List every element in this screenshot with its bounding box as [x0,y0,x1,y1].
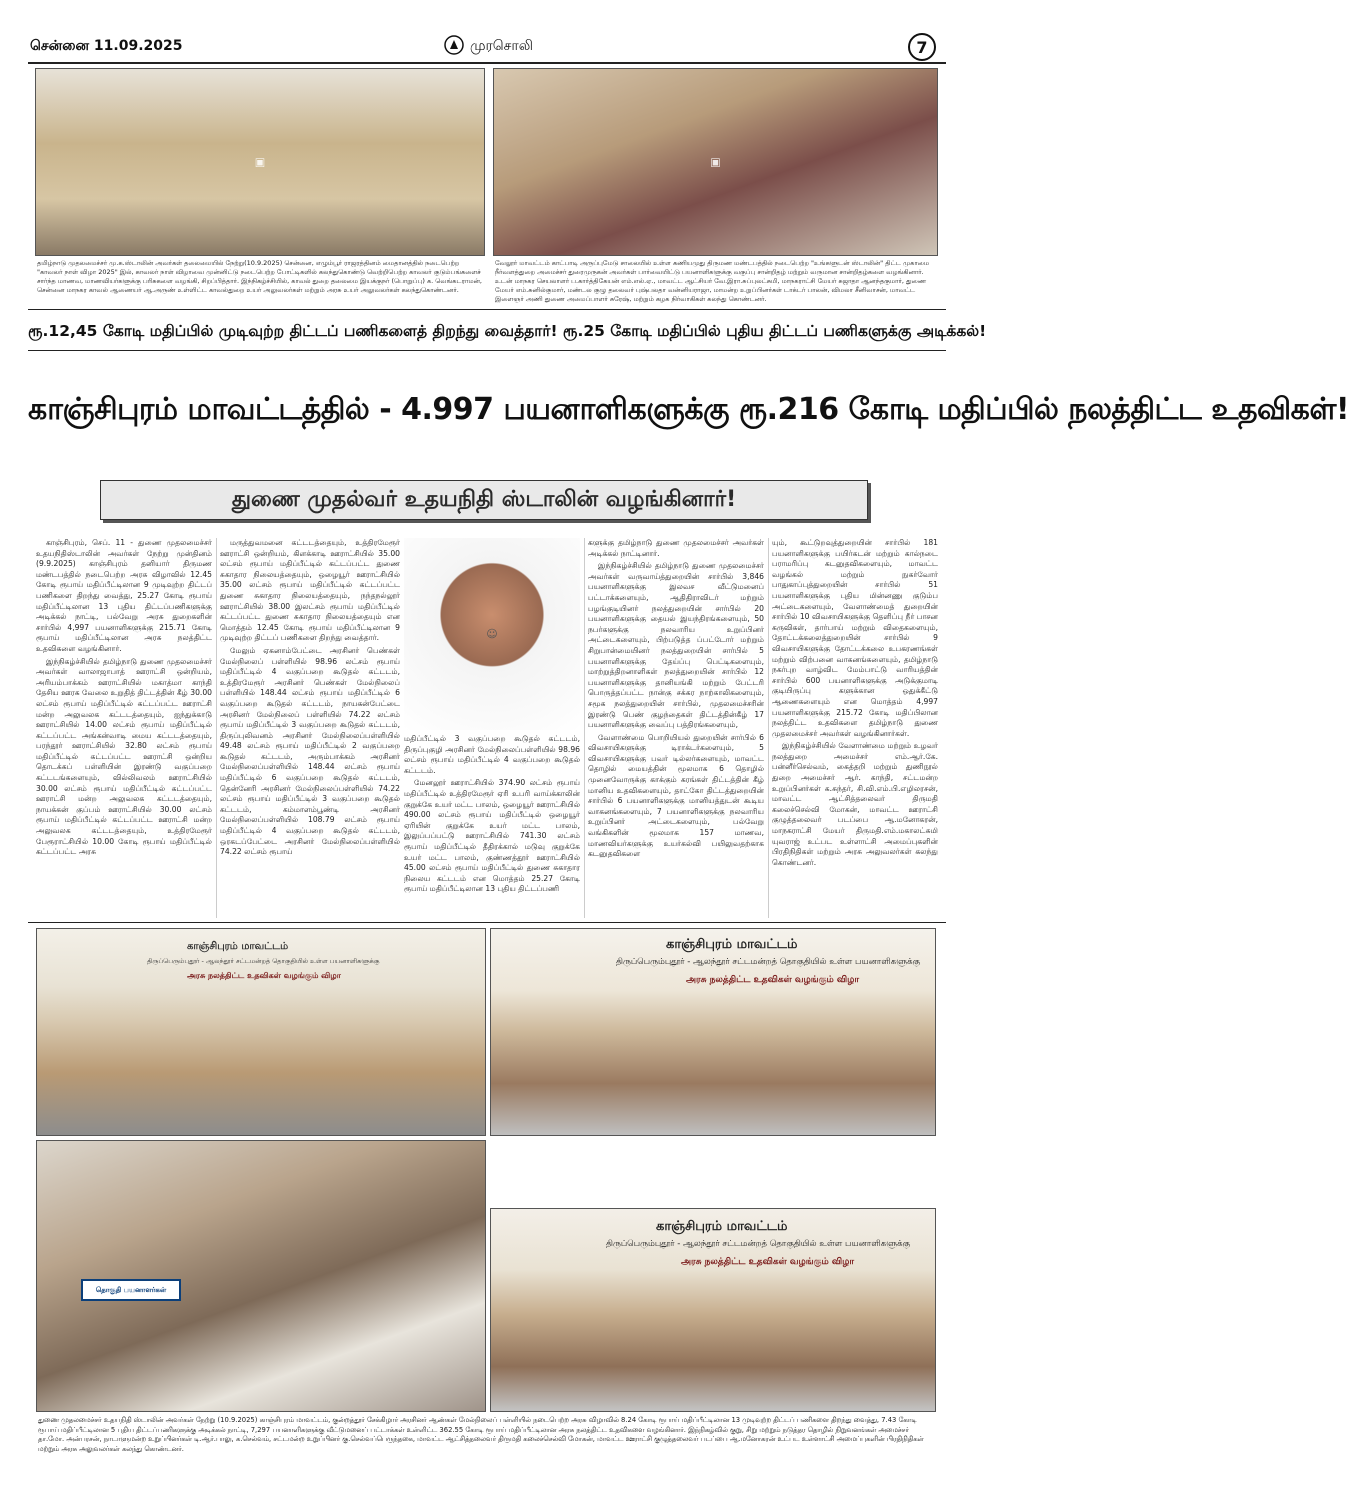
portrait-photo [404,538,580,730]
article-paragraph: மேலும் ஏகனாம்பேட்டை அரசினர் பெண்கள் மேல்நிலைப் பள்ளியில் 98.96 லட்சம் ரூபாய் மதிப்பீட்டில் 4 வகுப்பறை கூடுதல் கட்டடம், உத்திரமேரூர் அரசினர் பெண்கள் மேல்நிலைப் பள்ளியில் 148.44 லட்சம் ரூபாய் மதிப்பீட்டில் 6 வகுப்பறை கூடுதல் கட்டடம், நாயகன்பேட்டை அரசினர் மேல்நிலைப் பள்ளியில் 74.22 லட்சம் ரூபாய் மதிப்பீட்டில் 3 வகுப்பறை கூடுதல் கட்டடம், திருப்புலிவனம் அரசினர் மேல்நிலைப்பள்ளியில் 49.48 லட்சம் ரூபாய் மதிப்பீட்டில் 2 வகுப்பறை கூடுதல் கட்டடம், அரும்பாக்கம் அரசினர் மேல்நிலைப்பள்ளியில் 148.44 லட்சம் ரூபாய் மதிப்பீட்டில் 6 வகுப்பறை கூடுதல் கட்டடம், தென்னேரி அரசினர் மேல்நிலைப்பள்ளியில் 74.22 லட்சம் ரூபாய் மதிப்பீட்டில் 3 வகுப்பறை கூடுதல் கட்டடம், கம்மாளம்பூண்டி அரசினர் மேல்நிலைப்பள்ளியில் 108.79 லட்சம் ரூபாய் மதிப்பீட்டில் 4 வகுப்பறை கூடுதல் கட்டடம், ஒரகடப்பேட்டை அரசினர் மேல்நிலைப்பள்ளியில் 74.22 லட்சம் ரூபாய் [220,645,400,857]
certificate-sign-text: தொகுதி பயனாளர்கள் [95,1286,167,1294]
article-paragraph: இந்நிகழ்ச்சியில் தமிழ்நாடு துணை முதலமைச்சர் அவர்கள் வருவாய்த்துறையின் சார்பில் 3,846 பயனாளிகளுக்கு இலவச வீட்டுமனைப் பட்டாக்களையும், ஆதிதிராவிடர் மற்றும் பழங்குடியினர் நலத்துறையின் சார்பில் 20 பயனாளிகளுக்கு தையல் இயந்திரங்களையும், 50 நபர்களுக்கு நலவாரிய உறுப்பினர் அட்டைகளையும், பிற்படுத்த ப்பட்டோர் மற்றும் சிறுபான்மையினர் நலத்துறையின் சார்பில் 5 பயனாளிகளுக்கு தேய்ப்பு பெட்டிகளையும், மாற்றுத்திறனாளிகள் நலத்துறையின் சார்பில் 12 பயனாளிகளுக்கு தானியங்கி மற்றும் பேட்டரி பொருத்தப்பட்ட நான்கு சக்கர நாற்காலிகளையும், சமூக நலத்துறையின் சார்பில், முதலமைச்சரின் இரண்டு பெண் குழந்தைகள் திட்டத்தின்கீழ் 17 பயனாளிகளுக்கு வைப்பு பத்திரங்களையும், [588,561,764,730]
article-column-3 [404,734,580,918]
event-photo-2 [490,928,936,1136]
subheadline: ரூ.12,45 கோடி மதிப்பில் முடிவுற்ற திட்டப் பணிகளைத் திறந்து வைத்தார்! ரூ.25 கோடி மதிப்பில் புதிய திட்டப் பணிகளுக்கு அடிக்கல்! [28,322,987,340]
top-right-caption: வேலூர் மாவட்டம் காட்பாடி அருப்புமேடு சாலையில் உள்ள கணியமுது திருமண மண்டபத்தில் நடைபெற்ற "உங்களுடன் ஸ்டாலின்" திட்ட முகாமை நீர்வளத்துறை அமைச்சர் துரைமுருகன் அவர்கள் பார்வையிட்டு பயனாளிகளுக்கு வகுப்பு சான்றிதழ் மற்றும் வருமான சான்றிதழ்களை வழங்கினார். உடன் மாநகர செயலாளர் ப.கார்த்திகேயன் எம்.எல்.ஏ., மாவட்ட ஆட்சியர் வே.இரா.சுப்புலட்சுமி, மாநகராட்சி மேயர் சுஜாதா ஆனந்தகுமார், துணை மேயர் எம்.சுனில்குமார், மண்டல குழு தலைவர் புஷ்பலதா வன்னியராஜா, மாமன்ற உறுப்பினர்கள் டாக்டர் பாலன், விமலா சீனிவாசன், மாவட்ட இளைஞர் அணி துணை அமைப்பாளர் சுரேஷ், மற்றும் கழக நிர்வாகிகள் கலந்து கொண்டனர். [495,259,930,303]
paper-name: முரசொலி [470,38,533,54]
subhead-rule-bottom [28,350,946,351]
column-divider [216,538,217,918]
article-column-4 [588,538,764,918]
event-photo-4 [490,1208,936,1412]
stage-title: காஞ்சிபுரம் மாவட்டம் [666,937,798,952]
photo-placeholder-icon: ▣ [254,155,266,169]
stage-subtitle: திருப்பெரும்புதூர் - ஆலந்தூர் சட்டமன்றத் தொகுதியில் உள்ள பயனாளிகளுக்கு [606,1239,911,1249]
event-photo-3 [36,1140,486,1412]
header-rule [28,62,946,64]
torch-logo-icon [444,35,464,55]
top-left-photo [35,68,485,256]
article-paragraph: இந்நிகழ்ச்சியில் வேளாண்மை மற்றும் உழவர் நலத்துறை அமைச்சர் எம்.ஆர்.கே. பன்னீர்செல்வம், கைத்தறி மற்றும் துணிநூல் துறை அமைச்சர் ஆர். காந்தி, சட்டமன்ற உறுப்பினர்கள் க.சுந்தர், சி.வி.எம்.பி.எழிலரசன், மாவட்ட ஆட்சித்தலைவர் திருமதி கலைச்செல்வி மோகன், மாவட்ட ஊராட்சி குழுத்தலைவர் படப்பை ஆ.மனோகரன், மாநகராட்சி மேயர் திருமதி.எம்.மகாலட்சுமி யுவராஜ் உட்பட உள்ளாட்சி அமைப்புகளின் பிரதிநிதிகள் மற்றும் அரசு அலுவலர்கள் கலந்து கொண்டனர். [772,741,938,867]
top-right-photo [493,68,938,256]
article-paragraph: காஞ்சிபுரம், செப். 11 - துணை முதலமைச்சர் உதயநிதிஸ்டாலின் அவர்கள் நேற்று முன்தினம் (9.9.2025) காஞ்சிபுரம் தனியார் திருமண மண்டபத்தில் நடைபெற்ற அரசு விழாவில் 12.45 கோடி ரூபாய் மதிப்பீட்டிலான 9 முடிவுற்ற திட்டப் பணிகளை திறந்து வைத்து, 25.27 கோடி ரூபாய் மதிப்பீட்டிலான 13 புதிய திட்டப்பணிகளுக்கு அடிக்கல் நாட்டி, பல்வேறு அரசு துறைகளின் சார்பில் 4,997 பயனாளிகளுக்கு 215.71 கோடி ரூபாய் மதிப்பீட்டிலான அரசு நலத்திட்ட உதவிகளை வழங்கினார். [36,538,212,653]
article-column-1 [36,538,212,918]
stage-banner: அரசு நலத்திட்ட உதவிகள் வழங்கும் விழா [187,971,341,980]
stage-subtitle: திருப்பெரும்புதூர் - ஆலந்தூர் சட்டமன்றத் தொகுதியில் உள்ள பயனாளிகளுக்கு [616,957,921,967]
photos-rule [28,922,946,923]
bottom-caption: துணை முதலமைச்சர் உதயநிதி ஸ்டாலின் அவர்கள் நேற்று (10.9.2025) காஞ்சிபுரம் மாவட்டம், குன்றத்தூர் சேக்கிழார் அரசினர் ஆண்கள் மேல்நிலைப் பள்ளியில் நடைபெற்ற அரசு விழாவில் 8.24 கோடி ரூபாய் மதிப்பீட்டிலான 13 முடிவுற்ற திட்டப் பணிகளை திறந்து வைத்து, 7.43 கோடி ரூபாய் மதிப்பீட்டிலான 5 புதிய திட்டப்பணிகளுக்கு அடிக்கல் நாட்டி, 7,297 பயனாளிகளுக்கு வீட்டுமனைப் பட்டாக்கள் உள்ளிட்ட 362.55 கோடி ரூபாய் மதிப்பீட்டிலான அரசு நலத்திட்ட உதவிகளை வழங்கினார். இந்நிகழ்வில் குறு, சிறு மற்றும் நடுத்தர தொழில் நிறுவனங்கள் அமைச்சர் தா.மோ. அன்பரசன், நாடாளுமன்ற உறுப்பினர்கள் டி.ஆர்.பாலு, க.செல்வம், சட்டமன்ற உறுப்பினர் கு.செல்வப்பெருந்தகை, மாவட்ட ஆட்சித்தலைவர் திருமதி கலைச்செல்வி மோகன், மாவட்ட ஊராட்சி குழுத்தலைவர் படப்பை ஆ.மனோகரன் உட்பட உள்ளாட்சி அமைப்புகளின் பிரதிநிதிகள் மற்றும் அரசு அலுவலர்கள் கலந்து கொண்டனர். [38,1416,924,1453]
event-photo-1 [36,928,486,1136]
city-date: சென்னை 11.09.2025 [30,38,183,54]
certificate-sign [81,1279,181,1301]
photo-placeholder-icon: ▣ [710,155,721,169]
stage-subtitle: திருப்பெரும்புதூர் - ஆலந்தூர் சட்டமன்றத் தொகுதியில் உள்ள பயனாளிகளுக்கு [147,957,380,965]
article-paragraph: மதிப்பீட்டில் 3 வகுப்பறை கூடுதல் கட்டடம், திருப்புகுழி அரசினர் மேல்நிலைப்பள்ளியில் 98.96 லட்சம் ரூபாய் மதிப்பீட்டில் 4 வகுப்பறை கூடுதல் கட்டடம். [404,734,580,775]
stage-banner: அரசு நலத்திட்ட உதவிகள் வழங்கும் விழா [681,1257,855,1267]
article-paragraph: களுக்கு தமிழ்நாடு துணை முதலமைச்சர் அவர்கள் அடிக்கல் நாட்டினார். [588,538,764,558]
article-paragraph: இந்நிகழ்ச்சியில் தமிழ்நாடு துணை முதலமைச்சர் அவர்கள் வாலாஜாபாத் ஊராட்சி ஒன்றியம், அரியம்பாக்கம் ஊராட்சியில் மகாத்மா காந்தி தேசிய ஊரக வேலை உறுதித் திட்டத்தின் கீழ் 30.00 லட்சம் ரூபாய் மதிப்பீட்டில் கட்டப்பட்ட ஊராட்சி மன்ற அலுவலக கட்டடத்தையும், ஐந்துக்காடு ஊராட்சியில் 14.00 லட்சம் ரூபாய் மதிப்பீட்டில் கட்டப்பட்ட அங்கன்வாடி மைய கட்டடத்தையும், பரந்தூர் ஊராட்சியில் 32.80 லட்சம் ரூபாய் மதிப்பீட்டில் கட்டப்பட்ட ஊராட்சி ஒன்றிய தொடக்கப் பள்ளியின் இரண்டு வகுப்பறை கட்டடங்களையும், வில்லிவலம் ஊராட்சியில் 30.00 லட்சம் ரூபாய் மதிப்பீட்டில் கட்டப்பட்ட ஊராட்சி மன்ற அலுவலக கட்டடத்தையும், நாயக்கன் குப்பம் ஊராட்சியில் 30.00 லட்சம் ரூபாய் மதிப்பீட்டில் கட்டப்பட்ட ஊராட்சி மன்ற அலுவலக கட்டடத்தையும், உத்திரமேரூர் பேரூராட்சியில் 10.00 கோடி ரூபாய் மதிப்பீட்டில் கட்டப்பட்ட அரசு [36,656,212,857]
stage-title: காஞ்சிபுரம் மாவட்டம் [187,941,289,952]
subhead-rule [28,309,946,310]
portrait-placeholder-icon: ☺ [486,627,498,641]
top-left-caption: தமிழ்நாடு முதலமைச்சர் மு.க.ஸ்டாலின் அவர்கள் தலைமையில் நேற்று(10.9.2025) சென்னை, எழும்பூர் ராஜரத்தினம் மைதானத்தில் நடைபெற்ற "காவலர் நாள் விழா 2025" இல், காவலர் நாள் விழாவை முன்னிட்டு நடைபெற்ற போட்டிகளில் கலந்துகொண்டு வெற்றிபெற்ற காவலர் குடும்பங்களைச் சார்ந்த மாணவ, மாணவியர்களுக்கு பரிசுகளை வழங்கி, சிறப்பித்தார். இந்நிகழ்ச்சியில், காவல் துறை தலைமை இயக்குநர் (பொறுப்பு) க. வெங்கடராமன், சென்னை மாநகர காவல் ஆணையர் ஆ.அருண் உள்ளிட்ட காவல்துறை உயர் அலுவலர்கள் மற்றும் அரசு உயர் அலுவலர்கள் கலந்துகொண்டனர். [37,259,482,294]
page-number: 7 [908,33,936,61]
stage-title: காஞ்சிபுரம் மாவட்டம் [656,1219,788,1234]
article-paragraph: மேனலூர் ஊராட்சியில் 374.90 லட்சம் ரூபாய் மதிப்பீட்டில் உத்திரமேரூர் ஏரி உபரி வாய்க்காலின் குறுக்கே உயர் மட்ட பாலம், ஒழையூர் ஊராட்சியில் 490.00 லட்சம் ரூபாய் மதிப்பீட்டில் ஒழையூர் ஏரியின் குறுக்கே உயர் மட்ட பாலம், இலுப்பப்பட்டு ஊராட்சியில் 741.30 லட்சம் ரூபாய் மதிப்பீட்டில் தீதிரக்கால் மடுவு குறுக்கே உயர் மட்ட பாலம், குண்ணத்தூர் ஊராட்சியில் 45.00 லட்சம் ரூபாய் மதிப்பீட்டில் துணை சுகாதார நிலைய கட்டடம் என மொத்தம் 25.27 கோடி ரூபாய் மதிப்பீட்டிலான 13 புதிய திட்டப்பணி [404,778,580,894]
main-headline: காஞ்சிபுரம் மாவட்டத்தில் - 4.997 பயனாளிகளுக்கு ரூ.216 கோடி மதிப்பில் நலத்திட்ட உதவிகள்! [28,392,1349,427]
stage-banner: அரசு நலத்திட்ட உதவிகள் வழங்கும் விழா [686,975,860,985]
article-column-5 [772,538,938,918]
banner-text: துணை முதல்வர் உதயநிதி ஸ்டாலின் வழங்கினார்! [231,487,737,512]
article-column-2 [220,538,400,918]
column-divider [768,538,769,918]
article-paragraph: வேளாண்மை பொறியியல் துறையின் சார்பில் 6 விவசாயிகளுக்கு டிராக்டர்களையும், 5 விவசாயிகளுக்கு பவர் டில்லர்களையும், மாவட்ட தொழில் மையத்தின் மூலமாக 6 தொழில் முனைவோருக்கு காக்கும் கரங்கள் திட்டத்தின் கீழ் மானிய உதவிகளையும், தாட்கோ திட்டத்துறையின் சார்பில் 6 பயனாளிகளுக்கு மானியத்துடன் கூடிய வாகனங்களையும், 7 பயனாளிகளுக்கு நலவாரிய உறுப்பினர் அட்டைகளையும், பல்வேறு வங்கிகளின் மூலமாக 157 மாணவ, மாணவியர்களுக்கு உயர்கல்வி பயிலுவதற்காக கடனுதவிகளை [588,732,764,859]
article-paragraph: மருத்துவமனை கட்டடத்தையும், உத்திரமேரூர் ஊராட்சி ஒன்றியம், கிளக்காடி ஊராட்சியில் 35.00 லட்சம் ரூபாய் மதிப்பீட்டில் கட்டப்பட்ட துணை சுகாதார நிலையத்தையும், ஒழையூர் ஊராட்சியில் 35.00 லட்சம் ரூபாய் மதிப்பீட்டில் கட்டப்பட்ட துணை சுகாதார நிலையத்தையும், நந்தநல்லூர் ஊராட்சியில் 38.00 இலட்சம் ரூபாய் மதிப்பீட்டில் கட்டப்பட்ட துணை சுகாதார நிலையத்தையும் என மொத்தம் 12.45 கோடி ரூபாய் மதிப்பீட்டிலான 9 முடிவுற்ற திட்டப் பணிகளை திறந்து வைத்தார். [220,538,400,643]
page-header [20,32,952,62]
article-paragraph: யும், கூட்டுறவுத்துறையின் சார்பில் 181 பயனாளிகளுக்கு பயிர்கடன் மற்றும் கால்நடை பராமரிப்பு கடனுதவிகளையும், மாவட்ட வழங்கல் மற்றும் நுகர்வோர் பாதுகாப்புத்துறையின் சார்பில் 51 பயனாளிகளுக்கு புதிய மின்னணு குடும்ப அட்டைகளையும், வேளாண்மைத் துறையின் சார்பில் 10 விவசாயிகளுக்கு தெளிப்பு நீர் பாசன கருவிகள், தார்பாய் மற்றும் விதைகளையும், தோட்டக்கலைத்துறையின் சார்பில் 9 விவசாயிகளுக்கு தோட்டக்கலை உபகரணங்கள் மற்றும் விற்பனை வாகனங்களையும், தமிழ்நாடு நகர்புற வாழ்விட மேம்பாட்டு வாரியத்தின் சார்பில் 600 பயனாளிகளுக்கு அடுக்குமாடி குடியிருப்பு களுக்கான ஒதுக்கீட்டு ஆணைகளையும் என மொத்தம் 4,997 பயனாளிகளுக்கு 215.72 கோடி மதிப்பிலான நலத்திட்ட உதவிகளை தமிழ்நாடு துணை முதலமைச்சர் அவர்கள் வழங்கினார்கள். [772,538,938,738]
headline-banner [100,480,868,520]
column-divider [584,538,585,918]
